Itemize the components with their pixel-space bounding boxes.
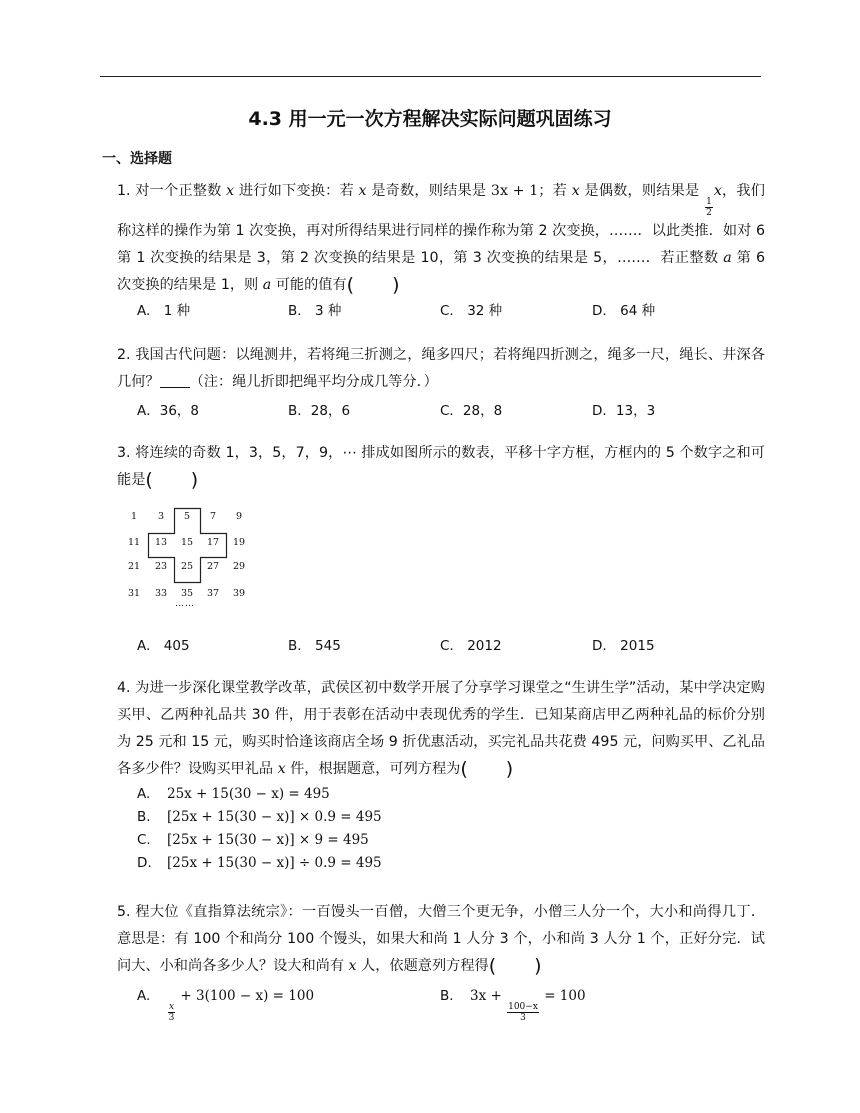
- fraction-x-over-3: [168, 1002, 175, 1023]
- fraction-numerator: 100−x: [508, 1002, 538, 1012]
- q3-text: 将连续的奇数 1，3，5，7，9，⋯ 排成如图所示的数表，平移十字方框，方框内的 5 个数字之和可能是: [117, 445, 765, 488]
- option-b[interactable]: B. 545: [288, 638, 341, 654]
- q4-text: 件，根据题意，可列方程为: [285, 761, 461, 777]
- fraction-denominator: 3: [520, 1013, 526, 1023]
- section-heading: 一、选择题: [102, 151, 172, 167]
- question-4: [117, 675, 765, 783]
- grid-ellipsis: ……: [175, 599, 195, 609]
- question-3: [117, 440, 765, 494]
- grid-cell: 1: [130, 511, 138, 522]
- question-number: 2.: [117, 347, 131, 363]
- fraction-numerator: 1: [706, 197, 712, 207]
- option-d[interactable]: D. 64 种: [592, 303, 656, 319]
- fraction-denominator: 2: [706, 208, 712, 218]
- grid-cell: 39: [232, 588, 246, 599]
- option-a[interactable]: [137, 988, 314, 1023]
- option-b[interactable]: [137, 809, 382, 825]
- fraction-half: [705, 197, 713, 218]
- option-a[interactable]: A．36，8: [137, 403, 200, 419]
- grid-cell: 25: [180, 561, 194, 572]
- grid-cell: 15: [180, 537, 194, 548]
- option-letter: B.: [440, 988, 454, 1004]
- grid-cell: 9: [235, 511, 243, 522]
- option-letter: A.: [137, 786, 151, 802]
- grid-cell: 35: [180, 588, 194, 599]
- option-expression: + 3(100 − x) = 100: [180, 988, 315, 1004]
- var-x: x: [571, 183, 580, 199]
- answer-blank: [160, 373, 190, 388]
- q2-note: （注：绳儿折即把绳平均分成几等分．）: [189, 374, 438, 390]
- q1-text: ，: [721, 183, 737, 199]
- option-b[interactable]: [440, 988, 586, 1023]
- grid-cell: 13: [154, 537, 168, 548]
- question-number: 1.: [117, 183, 131, 199]
- q2-text: 我国古代问题：以绳测井，若将绳三折测之，绳多四尺；若将绳四折测之，绳多一尺，绳长、井深各几何？: [117, 347, 765, 390]
- var-a: a: [262, 277, 272, 293]
- answer-paren: ( ): [460, 758, 514, 780]
- option-c[interactable]: C．28，8: [440, 403, 503, 419]
- grid-cell: 5: [183, 511, 191, 522]
- option-d[interactable]: D. 2015: [592, 638, 655, 654]
- grid-cell: 21: [127, 561, 141, 572]
- option-b[interactable]: B. 3 种: [288, 303, 342, 319]
- question-5: [117, 899, 765, 980]
- option-c[interactable]: [137, 832, 369, 848]
- var-x: x: [358, 183, 367, 199]
- question-2: [117, 342, 765, 396]
- grid-cell: 29: [232, 561, 246, 572]
- q1-expression: 3x + 1: [490, 183, 539, 199]
- q1-text: 是奇数，则结果是: [366, 183, 491, 199]
- answer-paren: ( ): [488, 955, 542, 977]
- q1-text: 可能的值有: [271, 277, 347, 293]
- option-expression: [25x + 15(30 − x)] × 9 = 495: [167, 832, 369, 848]
- option-expression: 25x + 15(30 − x) = 495: [167, 786, 330, 802]
- option-expression: [25x + 15(30 − x)] × 0.9 = 495: [167, 809, 382, 825]
- grid-cell: 11: [127, 537, 141, 548]
- option-a[interactable]: [137, 786, 330, 802]
- grid-cell: 37: [206, 588, 220, 599]
- var-x: x: [348, 958, 357, 974]
- question-number: 3.: [117, 445, 131, 461]
- q1-text: 是偶数，则结果是: [579, 183, 705, 199]
- var-x: x: [277, 761, 286, 777]
- grid-cell: 17: [206, 537, 220, 548]
- q5-text: 程大位《直指算法统宗》：一百馒头一百僧，大僧三个更无争，小僧三人分一个，大小和尚得几丁．意思是：有 100 个和尚分 100 个馒头，如果大和尚 1 人分 3 个，小和尚 3 人分 1 个，正好分完．试问大、小和尚各多少人？设大和尚有: [117, 904, 766, 974]
- var-x: x: [226, 183, 235, 199]
- fraction-denominator: 3: [168, 1013, 175, 1023]
- question-number: 4.: [117, 680, 131, 696]
- grid-cell: 3: [157, 511, 165, 522]
- answer-paren: ( ): [346, 274, 400, 296]
- option-d[interactable]: D．13，3: [592, 403, 656, 419]
- option-c[interactable]: C. 2012: [440, 638, 502, 654]
- option-letter: D.: [137, 855, 152, 871]
- question-1: [117, 178, 765, 299]
- option-a[interactable]: A. 1 种: [137, 303, 191, 319]
- option-c[interactable]: C. 32 种: [440, 303, 503, 319]
- q5-text: 人，依题意列方程得: [356, 958, 489, 974]
- answer-paren: ( ): [145, 469, 199, 491]
- q1-text: 对一个正整数: [135, 183, 227, 199]
- grid-cell: 19: [232, 537, 246, 548]
- grid-cell: 33: [154, 588, 168, 599]
- header-rule: [100, 76, 761, 77]
- option-d[interactable]: [137, 855, 382, 871]
- page-title: 4.3 用一元一次方程解决实际问题巩固练习: [248, 108, 612, 130]
- fraction-numerator: x: [169, 1002, 175, 1012]
- var-x: x: [713, 183, 722, 199]
- q1-text: 第 6 次变换的结果是 1，则: [117, 250, 766, 293]
- option-letter: C.: [137, 832, 151, 848]
- var-a: a: [723, 250, 732, 266]
- option-expression: [25x + 15(30 − x)] ÷ 0.9 = 495: [167, 855, 382, 871]
- option-letter: A.: [137, 988, 151, 1004]
- q4-text: 为进一步深化课堂教学改革，武侯区初中数学开展了分享学习课堂之“生讲生学”活动，某中学决定购买甲、乙两种礼品共 30 件，用于表彰在活动中表现优秀的学生．已知某商店甲乙两种礼品的标价分别为 25 元和 15 元，购买时恰逢该商店全场 9 折优惠活动，买完礼品共花费 495 元，问购买甲、乙礼品各多少件？设购买甲礼品: [117, 680, 765, 777]
- q1-text: ；若: [538, 183, 572, 199]
- option-letter: B.: [137, 809, 151, 825]
- fraction-100-minus-x-over-3: [507, 1002, 539, 1023]
- option-expression: = 100: [544, 988, 586, 1004]
- option-a[interactable]: A. 405: [137, 638, 190, 654]
- option-b[interactable]: B．28，6: [288, 403, 351, 419]
- grid-cell: 27: [206, 561, 220, 572]
- question-number: 5.: [117, 904, 131, 920]
- grid-cell: 31: [127, 588, 141, 599]
- q1-text: 进行如下变换：若: [234, 183, 359, 199]
- grid-cell: 23: [154, 561, 168, 572]
- q1-text: 我们称这样的操作为第 1 次变换，再对所得结果进行同样的操作称为第 2 次变换，……．以此类推．如对 6 第 1 次变换的结果是 3，第 2 次变换的结果是 10，第 3 次变换的结果是 5，……．若正整数: [117, 183, 765, 266]
- number-grid-figure: [117, 500, 267, 610]
- option-expression: 3x +: [470, 988, 502, 1004]
- grid-cell: 7: [209, 511, 217, 522]
